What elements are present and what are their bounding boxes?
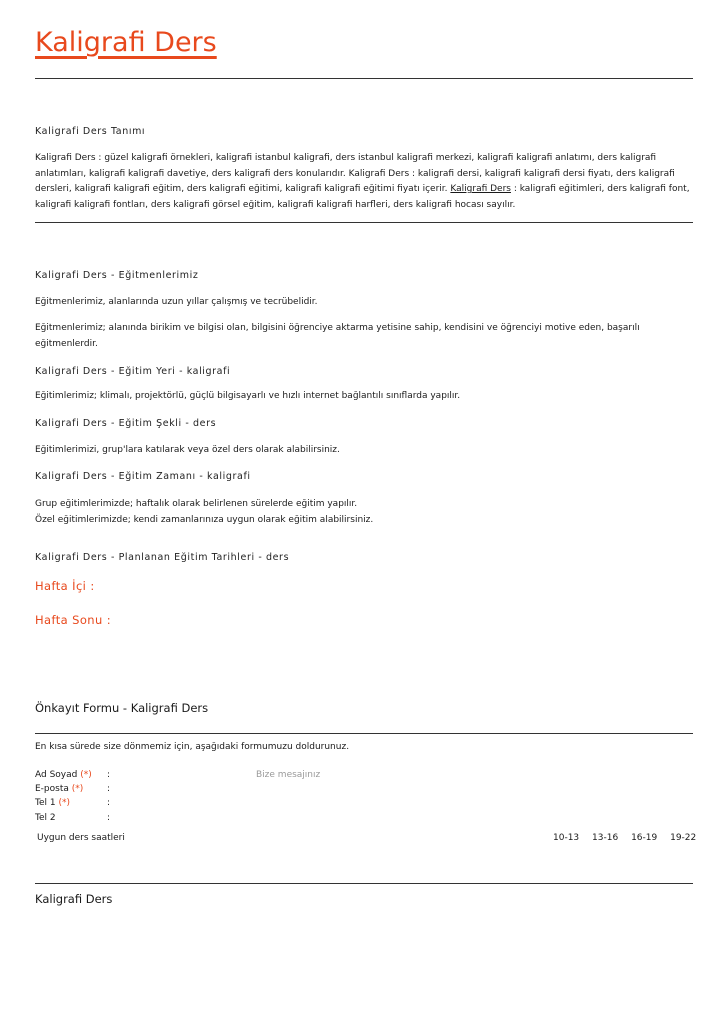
name-required-mark: (*)	[80, 770, 92, 780]
tel1-label-text: Tel 1	[35, 798, 56, 808]
hour-option-2[interactable]: 13-16	[592, 833, 619, 843]
email-required-mark: (*)	[71, 784, 84, 794]
tel2-field-label: Tel 2	[35, 813, 56, 823]
hour-option-3[interactable]: 16-19	[631, 833, 658, 843]
header-divider	[35, 78, 693, 79]
section-divider	[35, 222, 693, 223]
name-field-label	[35, 768, 92, 782]
footer-divider	[35, 883, 693, 884]
tel1-required-mark: (*)	[58, 798, 70, 808]
kaligrafi-ders-link[interactable]: Kaligrafi Ders	[450, 184, 511, 194]
email-label-text: E-posta	[35, 784, 69, 794]
name-colon: :	[107, 770, 111, 780]
tel1-colon: :	[107, 798, 111, 808]
weekdays-heading: Hafta İçi :	[35, 579, 95, 593]
tel2-colon: :	[107, 813, 111, 823]
form-intro: En kısa sürede size dönmemiz için, aşağıdaki formumuzu doldurunuz.	[35, 742, 350, 752]
timing-line-private: Özel eğitimlerimizde; kendi zamanlarınıza uygun olarak eğitim alabilirsiniz.	[35, 514, 374, 525]
timing-line-group: Grup eğitimlerimizde; haftalık olarak belirlenen sürelerde eğitim yapılır.	[35, 499, 358, 509]
timing-text	[35, 497, 695, 528]
available-hours-label: Uygun ders saatleri	[37, 833, 125, 843]
email-field-label	[35, 782, 83, 796]
definition-label: Kaligrafi Ders Tanımı	[35, 126, 146, 137]
hour-option-1[interactable]: 10-13	[553, 833, 580, 843]
message-textarea[interactable]: Bize mesajınız	[256, 770, 321, 780]
definition-text-start: Kaligrafi Ders : güzel kaligrafi örnekleri, kaligrafi istanbul kaligrafi, ders istanbul kaligrafi merkezi, kaligrafi kaligrafi anlatımı, ders kaligrafi anlatımları, kaligrafi kaligrafi davetiye, ders kaligrafi ders konularıdır. Kaligrafi Ders : kaligrafi dersi, kaligrafi kaligrafi dersi fiyatı, ders kaligrafi dersleri, kaligrafi kaligrafi eğitim, ders kaligrafi eğitimi, kaligrafi kaligrafi eğitimi fiyatı içerir.	[35, 153, 675, 194]
email-colon: :	[107, 784, 111, 794]
definition-text-end: : kaligrafi eğitimleri, ders kaligrafi font, kaligrafi kaligrafi fontları, ders kaligrafi görsel eğitim, kaligrafi kaligrafi harfleri, ders kaligrafi hocası sayılır.	[35, 184, 690, 210]
site-title[interactable]: Kaligrafi Ders	[35, 27, 217, 58]
format-text: Eğitimlerimizi, grup'lara katılarak veya özel ders olarak alabilirsiniz.	[35, 445, 340, 455]
timing-label: Kaligrafi Ders - Eğitim Zamanı - kaligrafi	[35, 471, 251, 482]
tel1-field-label	[35, 796, 70, 810]
name-label-text: Ad Soyad	[35, 770, 78, 780]
form-divider	[35, 733, 693, 734]
schedule-label: Kaligrafi Ders - Planlanan Eğitim Tarihleri - ders	[35, 552, 290, 563]
form-title: Önkayıt Formu - Kaligrafi Ders	[35, 701, 209, 715]
instructors-label: Kaligrafi Ders - Eğitmenlerimiz	[35, 270, 199, 281]
available-hours-options	[543, 833, 696, 843]
location-label: Kaligrafi Ders - Eğitim Yeri - kaligrafi	[35, 366, 231, 377]
location-text: Eğitimlerimiz; klimalı, projektörlü, güçlü bilgisayarlı ve hızlı internet bağlantılı sınıflarda yapılır.	[35, 391, 461, 401]
format-label: Kaligrafi Ders - Eğitim Şekli - ders	[35, 418, 217, 429]
instructors-text-1: Eğitmenlerimiz, alanlarında uzun yıllar çalışmış ve tecrübelidir.	[35, 297, 318, 307]
weekend-heading: Hafta Sonu :	[35, 613, 111, 627]
footer-title: Kaligrafi Ders	[35, 892, 113, 906]
instructors-text-2: Eğitmenlerimiz; alanında birikim ve bilgisi olan, bilgisini öğrenciye aktarma yetisine sahip, kendisini ve öğrenciyi motive eden, başarılı eğitmenlerdir.	[35, 323, 640, 349]
definition-paragraph	[35, 151, 695, 213]
hour-option-4[interactable]: 19-22	[670, 833, 697, 843]
